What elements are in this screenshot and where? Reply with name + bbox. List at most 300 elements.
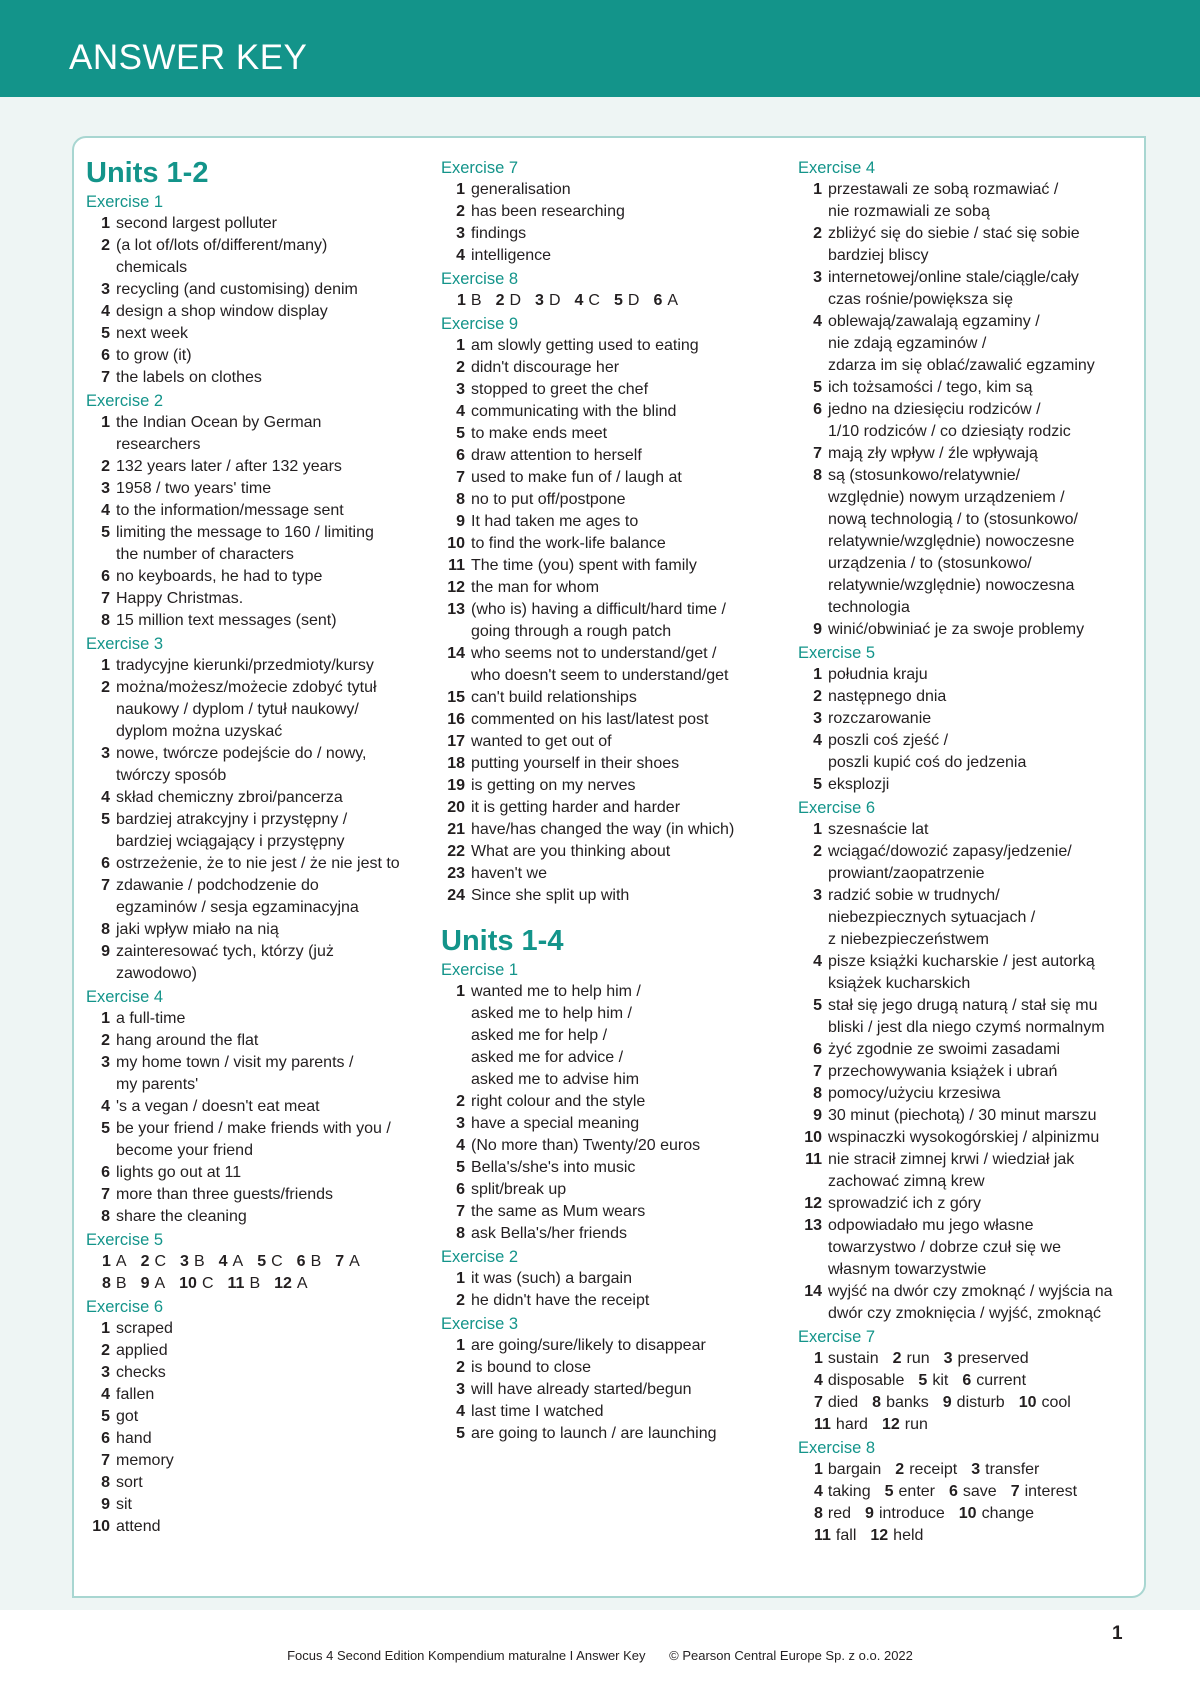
answer-line <box>798 355 1143 377</box>
answer-line <box>441 1157 791 1179</box>
answer-line <box>86 941 426 963</box>
answer-line <box>86 301 426 323</box>
answer-text: 1/10 rodziców / co dziesiąty rodzic <box>828 423 1071 440</box>
answer-pair <box>971 1461 1039 1478</box>
answer-number: 7 <box>101 369 110 386</box>
answer-text: am slowly getting used to eating <box>471 337 699 354</box>
answer-line <box>441 1201 791 1223</box>
answer-number: 3 <box>101 480 110 497</box>
answer-pair <box>959 1505 1034 1522</box>
answer-number: 3 <box>943 1350 953 1367</box>
answer-number: 6 <box>813 401 822 418</box>
answer-text: 1958 / two years' time <box>116 480 272 497</box>
answer-text: lights go out at 11 <box>116 1164 242 1181</box>
answer-text: bardziej wciągający i przystępny <box>116 833 345 850</box>
answer-text: stopped to greet the chef <box>471 381 649 398</box>
answer-number: 6 <box>962 1372 972 1389</box>
answer-number: 4 <box>814 1372 823 1389</box>
answer-number: 4 <box>218 1253 228 1270</box>
exercise-title: Exercise 3 <box>86 635 164 653</box>
answer-text: oblewają/zawalają egzaminy / <box>828 313 1040 330</box>
answer-text: generalisation <box>471 181 571 198</box>
answer-pair <box>575 292 600 309</box>
answer-text: poszli kupić coś do jedzenia <box>828 754 1027 771</box>
answer-text: a full-time <box>116 1010 186 1027</box>
answer-number: 3 <box>456 1381 465 1398</box>
answer-line <box>441 1223 791 1245</box>
answer-text: it was (such) a bargain <box>471 1270 632 1287</box>
answer-text: It had taken me ages to <box>471 513 639 530</box>
exercise-section <box>86 1229 426 1295</box>
answer-text: to make ends meet <box>471 425 608 442</box>
answer-line <box>798 289 1143 311</box>
answer-text: died <box>827 1394 859 1411</box>
answer-line <box>798 223 1143 245</box>
answer-line <box>86 1428 426 1450</box>
answer-number: 1 <box>456 337 465 354</box>
answer-pair <box>865 1505 945 1522</box>
answer-number: 6 <box>456 447 465 464</box>
answer-number: 11 <box>805 1151 822 1168</box>
answer-text: asked me to help him / <box>471 1005 632 1022</box>
answer-number: 4 <box>813 732 822 749</box>
answer-line <box>441 379 791 401</box>
answer-row <box>86 1251 426 1273</box>
page-number: 1 <box>1112 1623 1123 1644</box>
answer-text: introduce <box>878 1505 945 1522</box>
answer-pair <box>535 292 560 309</box>
answer-text: are going/sure/likely to disappear <box>471 1337 706 1354</box>
exercise-section <box>441 959 791 1245</box>
answer-number: 11 <box>227 1275 245 1292</box>
answer-number: 3 <box>813 269 822 286</box>
answer-text: szesnaście lat <box>828 821 929 838</box>
answer-row <box>798 1348 1143 1370</box>
exercise-title: Exercise 5 <box>86 1231 164 1249</box>
answer-line <box>441 467 791 489</box>
answer-number: 10 <box>1018 1394 1037 1411</box>
answer-number: 7 <box>456 1203 465 1220</box>
answer-number: 3 <box>101 1364 110 1381</box>
answer-text: next week <box>116 325 189 342</box>
answer-line <box>86 279 426 301</box>
answer-text: B <box>193 1253 205 1270</box>
exercise-section <box>86 1296 426 1538</box>
answer-text: radzić sobie w trudnych/ <box>828 887 1000 904</box>
answer-pair <box>274 1275 307 1292</box>
answer-line <box>86 1118 426 1140</box>
answer-text: A <box>154 1275 166 1292</box>
answer-line <box>441 599 791 621</box>
answer-line <box>441 775 791 797</box>
answer-text: limiting the message to 160 / limiting <box>116 524 374 541</box>
answer-number: 7 <box>813 1063 822 1080</box>
answer-line <box>86 655 426 677</box>
header-bar <box>0 0 1200 97</box>
answer-text: split/break up <box>471 1181 567 1198</box>
answer-pair <box>257 1253 282 1270</box>
answer-pair <box>895 1461 957 1478</box>
exercise-title: Exercise 8 <box>441 270 519 288</box>
answer-number: 10 <box>804 1129 822 1146</box>
answer-line <box>798 973 1143 995</box>
answer-number: 8 <box>101 1208 110 1225</box>
answer-line <box>441 1423 791 1445</box>
exercise-section <box>86 633 426 985</box>
exercise-title: Exercise 7 <box>441 159 519 177</box>
answer-line <box>441 577 791 599</box>
answer-text: kit <box>932 1372 949 1389</box>
answer-number: 8 <box>102 1275 111 1292</box>
answer-number: 5 <box>101 325 110 342</box>
answer-line <box>798 487 1143 509</box>
answer-number: 9 <box>456 513 465 530</box>
answer-text: eksplozji <box>828 776 890 793</box>
answer-number: 1 <box>101 1320 110 1337</box>
answer-line <box>86 963 426 985</box>
answer-number: 8 <box>872 1394 882 1411</box>
answer-number: 14 <box>804 1283 822 1300</box>
exercise-section <box>798 797 1143 1325</box>
answer-number: 8 <box>813 1085 822 1102</box>
answer-text: putting yourself in their shoes <box>471 755 680 772</box>
answer-text: sprowadzić ich z góry <box>828 1195 981 1212</box>
answer-text: relatywnie/względnie) nowoczesna <box>828 577 1075 594</box>
answer-text: przestawali ze sobą rozmawiać / <box>828 181 1059 198</box>
answer-text: bargain <box>827 1461 882 1478</box>
answer-line <box>86 1140 426 1162</box>
answer-line <box>798 1259 1143 1281</box>
exercise-title: Exercise 4 <box>798 159 876 177</box>
answer-number: 9 <box>101 1496 110 1513</box>
answer-text: jedno na dziesięciu rodziców / <box>828 401 1041 418</box>
answer-text: są (stosunkowo/relatywnie/ <box>828 467 1021 484</box>
answer-line <box>86 853 426 875</box>
answer-text: naukowy / dyplom / tytuł naukowy/ <box>116 701 359 718</box>
answer-number: 5 <box>257 1253 267 1270</box>
answer-line <box>798 1039 1143 1061</box>
answer-pair <box>614 292 639 309</box>
answer-number: 4 <box>456 403 465 420</box>
answer-line <box>441 1069 791 1091</box>
answer-line <box>441 335 791 357</box>
answer-number: 20 <box>447 799 465 816</box>
answer-text: change <box>981 1505 1035 1522</box>
answer-text: skład chemiczny zbroi/pancerza <box>116 789 343 806</box>
answer-text: are going to launch / are launching <box>471 1425 717 1442</box>
answer-line <box>441 223 791 245</box>
answer-row <box>86 1273 426 1295</box>
answer-line <box>798 201 1143 223</box>
answer-text: Bella's/she's into music <box>471 1159 636 1176</box>
answer-number: 3 <box>535 292 544 309</box>
answer-pair <box>141 1253 166 1270</box>
answer-text: egzaminów / sesja egzaminacyjna <box>116 899 359 916</box>
answer-number: 2 <box>813 688 822 705</box>
answer-pair <box>814 1461 881 1478</box>
answer-text: the same as Mum wears <box>471 1203 646 1220</box>
answer-text: run <box>906 1350 930 1367</box>
answer-line <box>798 841 1143 863</box>
footer-title: Focus 4 Second Edition Kompendium maturalne I Answer Key <box>287 1648 646 1663</box>
answer-text: odpowiadało mu jego własne <box>828 1217 1034 1234</box>
answer-text: hard <box>835 1416 868 1433</box>
answer-number: 2 <box>813 225 822 242</box>
answer-line <box>798 1061 1143 1083</box>
answer-line <box>798 597 1143 619</box>
column-2 <box>441 156 791 1445</box>
answer-number: 9 <box>942 1394 952 1411</box>
answer-text: żyć zgodnie ze swoimi zasadami <box>828 1041 1061 1058</box>
answer-pair <box>882 1416 928 1433</box>
answer-line <box>86 213 426 235</box>
answer-number: 5 <box>813 776 822 793</box>
answer-text: stał się jego drugą naturą / stał się mu <box>828 997 1098 1014</box>
answer-text: recycling (and customising) denim <box>116 281 358 298</box>
answer-line <box>798 1171 1143 1193</box>
answer-number: 2 <box>895 1461 905 1478</box>
answer-line <box>798 575 1143 597</box>
answer-text: the labels on clothes <box>116 369 262 386</box>
answer-text: is bound to close <box>471 1359 592 1376</box>
answer-number: 4 <box>456 247 465 264</box>
answer-text: z niebezpieczeństwem <box>828 931 989 948</box>
answer-line <box>441 1290 791 1312</box>
answer-number: 5 <box>101 524 110 541</box>
answer-line <box>798 619 1143 641</box>
answer-pair <box>141 1275 166 1292</box>
answer-text: scraped <box>116 1320 173 1337</box>
answer-number: 1 <box>814 1461 823 1478</box>
answer-line <box>798 1083 1143 1105</box>
answer-number: 21 <box>447 821 465 838</box>
answer-text: applied <box>116 1342 168 1359</box>
answer-line <box>798 929 1143 951</box>
answer-line <box>86 875 426 897</box>
exercise-title: Exercise 3 <box>441 1315 519 1333</box>
answer-line <box>86 743 426 765</box>
answer-number: 6 <box>101 568 110 585</box>
answer-text: nową technologią / to (stosunkowo/ <box>828 511 1078 528</box>
answer-line <box>441 797 791 819</box>
answer-text: mają zły wpływ / źle wpływają <box>828 445 1038 462</box>
answer-text: relatywnie/względnie) nowoczesne <box>828 533 1075 550</box>
answer-number: 7 <box>335 1253 345 1270</box>
answer-line <box>798 1127 1143 1149</box>
answer-number: 1 <box>813 181 822 198</box>
answer-text: didn't discourage her <box>471 359 620 376</box>
answer-number: 17 <box>447 733 465 750</box>
answer-line <box>798 1215 1143 1237</box>
answer-line <box>86 1184 426 1206</box>
answer-text: zachować zimną krew <box>828 1173 985 1190</box>
answer-number: 1 <box>456 1270 465 1287</box>
exercise-section <box>798 157 1143 641</box>
answer-line <box>798 421 1143 443</box>
answer-text: got <box>116 1408 139 1425</box>
answer-number: 2 <box>456 1093 465 1110</box>
answer-text: A <box>115 1253 127 1270</box>
answer-pair <box>102 1275 127 1292</box>
answer-text: fall <box>835 1527 857 1544</box>
exercise-section <box>798 1437 1143 1547</box>
answer-line <box>86 257 426 279</box>
answer-text: to grow (it) <box>116 347 192 364</box>
answer-line <box>441 179 791 201</box>
exercise-title: Exercise 8 <box>798 1439 876 1457</box>
answer-number: 12 <box>274 1275 292 1292</box>
answer-text: preserved <box>957 1350 1029 1367</box>
answer-line <box>86 1406 426 1428</box>
answer-pair <box>180 1253 205 1270</box>
answer-text: run <box>904 1416 928 1433</box>
answer-number: 8 <box>813 467 822 484</box>
answer-line <box>86 610 426 632</box>
answer-text: zawodowo) <box>116 965 197 982</box>
answer-line <box>441 753 791 775</box>
answer-line <box>798 1193 1143 1215</box>
answer-text: rozczarowanie <box>828 710 932 727</box>
answer-text: What are you thinking about <box>471 843 671 860</box>
answer-text: pomocy/użyciu krzesiwa <box>828 1085 1001 1102</box>
answer-text: wyjść na dwór czy zmoknąć / wyjścia na <box>828 1283 1113 1300</box>
answer-number: 3 <box>101 745 110 762</box>
exercise-section <box>441 268 791 312</box>
answer-text: ich tożsamości / tego, kim są <box>828 379 1033 396</box>
answer-number: 2 <box>456 1359 465 1376</box>
answer-number: 8 <box>101 1474 110 1491</box>
answer-line <box>86 1318 426 1340</box>
answer-text: to the information/message sent <box>116 502 344 519</box>
answer-line <box>86 699 426 721</box>
answer-text: The time (you) spent with family <box>471 557 697 574</box>
answer-text: jaki wpływ miało na nią <box>116 921 279 938</box>
answer-text: used to make fun of / laugh at <box>471 469 682 486</box>
answer-number: 4 <box>813 313 822 330</box>
answer-text: wanted me to help him / <box>471 983 641 1000</box>
answer-text: more than three guests/friends <box>116 1186 334 1203</box>
answer-line <box>798 819 1143 841</box>
answer-number: 5 <box>456 1159 465 1176</box>
answer-number: 7 <box>456 469 465 486</box>
answer-text: B <box>115 1275 127 1292</box>
answer-number: 9 <box>140 1275 150 1292</box>
answer-line <box>441 1379 791 1401</box>
column-3 <box>798 156 1143 1547</box>
answer-text: własnym towarzystwie <box>828 1261 987 1278</box>
answer-text: asked me for help / <box>471 1027 608 1044</box>
answer-text: A <box>232 1253 244 1270</box>
answer-number: 2 <box>101 1342 110 1359</box>
answer-pair <box>918 1372 948 1389</box>
answer-text: findings <box>471 225 527 242</box>
answer-number: 3 <box>101 281 110 298</box>
answer-text: hand <box>116 1430 152 1447</box>
answer-pair <box>102 1253 127 1270</box>
answer-text: taking <box>827 1483 871 1500</box>
answer-number: 2 <box>495 292 505 309</box>
answer-line <box>86 1384 426 1406</box>
answer-number: 2 <box>101 458 110 475</box>
answer-pair <box>1019 1394 1071 1411</box>
exercise-section <box>798 1326 1143 1436</box>
answer-number: 2 <box>140 1253 150 1270</box>
answer-line <box>798 686 1143 708</box>
answer-text: has been researching <box>471 203 625 220</box>
answer-number: 10 <box>447 535 465 552</box>
answer-text: no to put off/postpone <box>471 491 626 508</box>
answer-text: następnego dnia <box>828 688 947 705</box>
answer-number: 1 <box>101 215 110 232</box>
answer-row <box>798 1392 1143 1414</box>
answer-number: 2 <box>101 679 110 696</box>
answer-number: 5 <box>813 379 822 396</box>
answer-number: 4 <box>101 502 110 519</box>
answer-text: become your friend <box>116 1142 253 1159</box>
answer-text: red <box>827 1505 852 1522</box>
answer-line <box>86 367 426 389</box>
answer-number: 7 <box>1010 1483 1020 1500</box>
answer-number: 16 <box>447 711 465 728</box>
answer-text: have a special meaning <box>471 1115 640 1132</box>
answer-text: researchers <box>116 436 201 453</box>
answer-line <box>441 1025 791 1047</box>
answer-number: 4 <box>456 1137 465 1154</box>
answer-number: 4 <box>574 292 584 309</box>
unit-heading: Units 1-4 <box>441 925 564 957</box>
answer-text: memory <box>116 1452 174 1469</box>
answer-number: 2 <box>456 203 465 220</box>
answer-text: C <box>201 1275 214 1292</box>
answer-number: 9 <box>101 943 110 960</box>
answer-number: 5 <box>101 1408 110 1425</box>
answer-number: 4 <box>456 1403 465 1420</box>
answer-number: 1 <box>813 821 822 838</box>
answer-line <box>441 357 791 379</box>
answer-number: 7 <box>101 1452 110 1469</box>
answer-number: 8 <box>101 921 110 938</box>
answer-line <box>798 885 1143 907</box>
answer-text: nie zdają egzaminów / <box>828 335 987 352</box>
answer-text: the man for whom <box>471 579 600 596</box>
answer-text: nie rozmawiali ze sobą <box>828 203 990 220</box>
answer-line <box>798 730 1143 752</box>
answer-pair <box>870 1527 923 1544</box>
exercise-title: Exercise 2 <box>441 1248 519 1266</box>
answer-text: wspinaczki wysokogórskiej / alpinizmu <box>828 1129 1100 1146</box>
answer-number: 12 <box>870 1527 889 1544</box>
answer-line <box>798 951 1143 973</box>
exercise-section <box>441 1246 791 1312</box>
answer-text: względnie) nowym urządzeniem / <box>828 489 1065 506</box>
answer-number: 11 <box>448 557 465 574</box>
answer-line <box>86 235 426 257</box>
answer-pair <box>944 1350 1029 1367</box>
answer-line <box>441 731 791 753</box>
answer-number: 11 <box>814 1527 831 1544</box>
answer-line <box>798 907 1143 929</box>
answer-line <box>441 981 791 1003</box>
answer-pair <box>179 1275 213 1292</box>
exercise-section <box>441 157 791 267</box>
answer-text: nie stracił zimnej krwi / wiedział jak <box>828 1151 1075 1168</box>
exercise-title: Exercise 1 <box>441 961 519 979</box>
answer-line <box>86 500 426 522</box>
answer-text: current <box>976 1372 1027 1389</box>
answer-text: C <box>588 292 600 309</box>
answer-line <box>86 1030 426 1052</box>
answer-text: no keyboards, he had to type <box>116 568 323 585</box>
